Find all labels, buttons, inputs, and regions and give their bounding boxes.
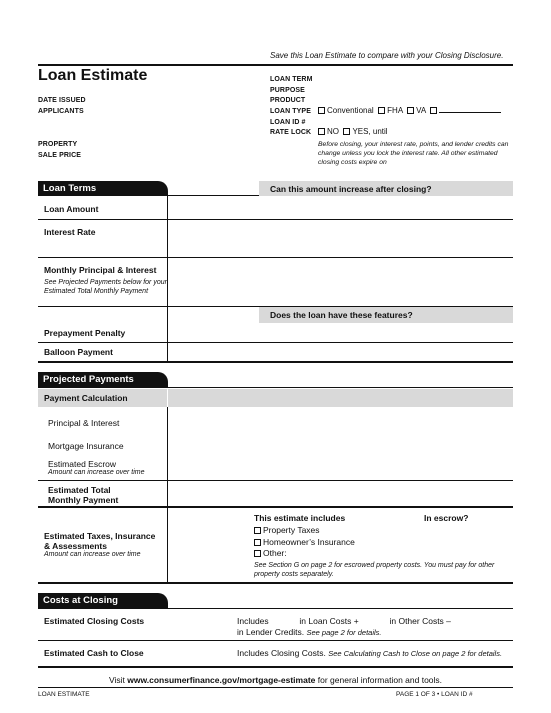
rate-lock-no-checkbox[interactable] bbox=[318, 128, 325, 135]
taxes-label bbox=[44, 531, 155, 551]
projected-column-divider bbox=[167, 407, 168, 583]
property-taxes-checkbox[interactable] bbox=[254, 527, 261, 534]
costs-rule bbox=[38, 608, 513, 609]
increase-question: Can this amount increase after closing? bbox=[270, 183, 432, 194]
cash-to-close-label: Estimated Cash to Close bbox=[44, 648, 144, 658]
closing-costs-other-costs: in Other Costs – bbox=[389, 616, 451, 626]
principal-interest-label: Principal & Interest bbox=[48, 418, 120, 428]
footer-rule bbox=[38, 687, 513, 688]
purpose-label: PURPOSE bbox=[270, 87, 305, 94]
interest-rate-label: Interest Rate bbox=[44, 227, 96, 237]
closing-costs-see-page: See page 2 for details. bbox=[306, 628, 382, 637]
other-label: Other: bbox=[263, 548, 287, 558]
features-question: Does the loan have these features? bbox=[270, 310, 413, 320]
loan-terms-bottom-rule bbox=[38, 361, 513, 363]
estimated-escrow-label: Estimated Escrow bbox=[48, 459, 117, 469]
rate-lock-yes-checkbox[interactable] bbox=[343, 128, 350, 135]
homeowners-insurance-checkbox[interactable] bbox=[254, 539, 261, 546]
taxes-line2: & Assessments bbox=[44, 541, 107, 551]
va-checkbox[interactable] bbox=[407, 107, 414, 114]
loan-terms-section-title: Loan Terms bbox=[38, 181, 168, 195]
row-divider bbox=[38, 640, 513, 641]
row-divider bbox=[38, 480, 513, 481]
footer-left: LOAN ESTIMATE bbox=[38, 691, 90, 698]
top-note: Save this Loan Estimate to compare with your Closing Disclosure. bbox=[270, 51, 504, 60]
rate-lock-label: RATE LOCK bbox=[270, 129, 312, 136]
fha-option-label: FHA bbox=[387, 106, 403, 115]
payment-calculation-label: Payment Calculation bbox=[44, 393, 128, 403]
total-monthly-line1: Estimated Total bbox=[48, 485, 111, 495]
cash-to-close-see-page: See Calculating Cash to Close on page 2 for details. bbox=[328, 649, 503, 658]
in-escrow-label: In escrow? bbox=[424, 513, 469, 523]
conventional-checkbox[interactable] bbox=[318, 107, 325, 114]
loan-type-label: LOAN TYPE bbox=[270, 108, 311, 115]
payment-calculation-bar bbox=[38, 389, 513, 407]
other-loan-type-checkbox[interactable] bbox=[430, 107, 437, 114]
monthly-pi-note: See Projected Payments below for your Estimated Total Monthly Payment bbox=[44, 279, 167, 295]
escrow-note: Amount can increase over time bbox=[48, 469, 145, 476]
property-taxes-item bbox=[254, 525, 320, 535]
closing-costs-text bbox=[237, 616, 513, 638]
balloon-payment-label: Balloon Payment bbox=[44, 347, 113, 357]
projected-bottom-rule bbox=[38, 582, 513, 584]
rate-lock-options bbox=[318, 127, 388, 136]
loan-term-label: LOAN TERM bbox=[270, 76, 313, 83]
taxes-note: Amount can increase over time bbox=[44, 551, 141, 558]
calc-bar-divider bbox=[167, 389, 168, 407]
escrow-section-note: See Section G on page 2 for escrowed property costs. You must pay for other property costs separately. bbox=[254, 562, 495, 578]
property-taxes-label: Property Taxes bbox=[263, 525, 320, 535]
conventional-option-label: Conventional bbox=[327, 106, 374, 115]
footer-right: PAGE 1 OF 3 • LOAN ID # bbox=[396, 691, 473, 698]
monthly-pi-label: Monthly Principal & Interest bbox=[44, 265, 157, 275]
estimate-includes-label: This estimate includes bbox=[254, 513, 346, 523]
other-loan-type-field[interactable] bbox=[439, 112, 501, 113]
homeowners-insurance-item bbox=[254, 537, 355, 547]
applicants-label: APPLICANTS bbox=[38, 108, 84, 115]
prepayment-penalty-label: Prepayment Penalty bbox=[44, 328, 126, 338]
total-monthly-label bbox=[48, 485, 118, 505]
loan-terms-column-divider bbox=[167, 195, 168, 362]
homeowners-insurance-label: Homeowner’s Insurance bbox=[263, 537, 355, 547]
features-question-bar bbox=[259, 307, 513, 323]
header-rule bbox=[38, 64, 513, 66]
cfpb-link[interactable]: www.consumerfinance.gov/mortgage-estimate bbox=[127, 675, 316, 685]
row-divider bbox=[38, 257, 513, 258]
date-issued-label: DATE ISSUED bbox=[38, 97, 86, 104]
loan-type-options bbox=[318, 106, 501, 115]
loan-id-label: LOAN ID # bbox=[270, 119, 306, 126]
row-divider bbox=[38, 219, 513, 220]
row-divider-thick bbox=[38, 506, 513, 508]
closing-costs-loan-costs: in Loan Costs + bbox=[299, 616, 359, 626]
cash-to-close-includes: Includes Closing Costs. bbox=[237, 648, 326, 658]
projected-payments-section-title: Projected Payments bbox=[38, 372, 168, 387]
costs-bottom-rule bbox=[38, 666, 513, 668]
other-checkbox[interactable] bbox=[254, 550, 261, 557]
total-monthly-line2: Monthly Payment bbox=[48, 495, 119, 505]
product-label: PRODUCT bbox=[270, 97, 306, 104]
costs-at-closing-section-title: Costs at Closing bbox=[38, 593, 168, 608]
taxes-line1: Estimated Taxes, Insurance bbox=[44, 531, 156, 541]
visit-prefix: Visit bbox=[108, 675, 125, 685]
closing-costs-lender-credits: in Lender Credits. bbox=[237, 627, 305, 637]
closing-costs-includes: Includes bbox=[237, 616, 269, 626]
rate-lock-note: Before closing, your interest rate, points, and lender credits can change unless you lock the interest rate. All other estimated closing costs expire on bbox=[318, 141, 509, 166]
rate-lock-no-label: NO bbox=[327, 127, 339, 136]
property-label: PROPERTY bbox=[38, 141, 78, 148]
other-item bbox=[254, 548, 287, 558]
loan-amount-label: Loan Amount bbox=[44, 204, 99, 214]
projected-payments-rule bbox=[38, 387, 513, 388]
closing-costs-label: Estimated Closing Costs bbox=[44, 616, 145, 626]
increase-question-bar bbox=[259, 181, 513, 196]
page-title: Loan Estimate bbox=[38, 67, 148, 84]
footer-visit-line bbox=[0, 675, 551, 685]
cash-to-close-text bbox=[237, 648, 502, 658]
visit-suffix: for general information and tools. bbox=[317, 675, 443, 685]
sale-price-label: SALE PRICE bbox=[38, 152, 82, 159]
mortgage-insurance-label: Mortgage Insurance bbox=[48, 441, 124, 451]
row-divider bbox=[38, 342, 513, 343]
va-option-label: VA bbox=[416, 106, 426, 115]
rate-lock-yes-label: YES, until bbox=[352, 127, 388, 136]
fha-checkbox[interactable] bbox=[378, 107, 385, 114]
